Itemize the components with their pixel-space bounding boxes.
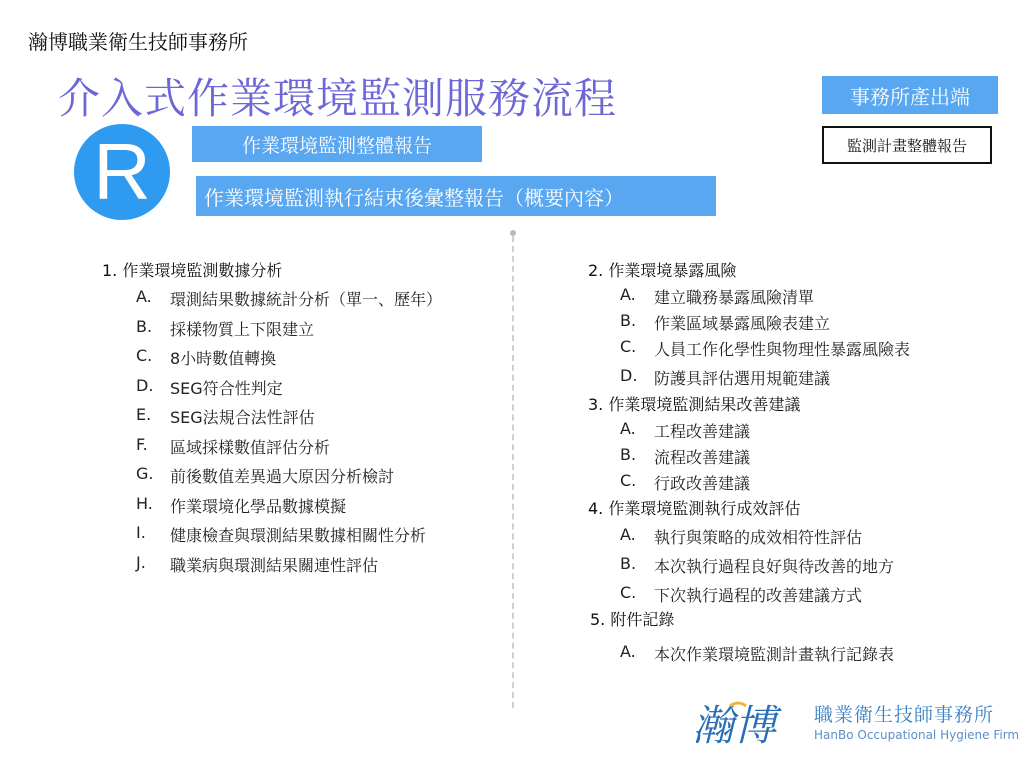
item-text: 職業病與環測結果關連性評估	[170, 555, 379, 575]
item-letter: C.	[620, 583, 637, 602]
list-item	[136, 287, 443, 317]
item-list	[620, 525, 895, 612]
item-letter: A.	[620, 285, 636, 304]
item-letter: A.	[620, 419, 636, 438]
output-badge: 事務所產出端	[822, 76, 998, 114]
page-title: 介入式作業環境監測服務流程	[58, 74, 618, 123]
item-letter: H.	[136, 493, 153, 513]
list-item	[620, 337, 911, 366]
item-text: 工程改善建議	[654, 422, 751, 441]
item-text: 8小時數值轉換	[170, 349, 277, 368]
item-list	[136, 287, 443, 582]
list-item	[620, 471, 800, 497]
item-text: 作業環境化學品數據模擬	[170, 496, 347, 516]
item-letter: D.	[136, 375, 154, 395]
item-letter: A.	[136, 287, 152, 306]
item-text: 下次執行過程的改善建議方式	[654, 586, 863, 605]
item-letter: B.	[620, 311, 637, 330]
output-report-box: 監測計畫整體報告	[822, 126, 992, 164]
item-list	[620, 419, 800, 497]
list-item	[136, 346, 282, 376]
item-text: 健康檢查與環測結果數據相關性分析	[170, 526, 427, 545]
list-item	[136, 376, 282, 406]
list-item	[620, 311, 831, 337]
item-text: 人員工作化學性與物理性暴露風險表	[654, 340, 911, 359]
list-item	[620, 419, 800, 445]
item-letter: I.	[136, 523, 146, 542]
item-letter: G.	[136, 464, 154, 483]
item-letter: B.	[620, 554, 637, 573]
logo-chars: 瀚博	[692, 701, 777, 750]
list-item	[620, 445, 800, 471]
section-effectiveness	[588, 496, 895, 612]
item-text: 採樣物質上下限建立	[170, 319, 315, 339]
item-text: 本次作業環境監測計畫執行記錄表	[654, 645, 895, 664]
item-text: 防護具評估選用規範建議	[654, 369, 831, 388]
stage-bar-report: 作業環境監測整體報告	[192, 126, 482, 162]
item-letter: C.	[620, 471, 637, 490]
item-text: 建立職務暴露風險清單	[654, 288, 815, 307]
section-attachments	[590, 607, 895, 668]
item-text: 本次執行過程良好與待改善的地方	[654, 557, 895, 576]
item-text: 作業區域暴露風險表建立	[654, 314, 831, 333]
section-heading: 3. 作業環境監測結果改善建議	[588, 395, 801, 414]
item-text: 區域採樣數值評估分析	[170, 437, 331, 457]
item-letter: A.	[620, 642, 636, 661]
hanbo-logo-icon	[690, 696, 800, 750]
section-improvement	[588, 392, 800, 497]
item-letter: F.	[136, 434, 148, 454]
list-item	[136, 523, 427, 553]
item-letter: A.	[620, 525, 636, 544]
stage-letter: R	[93, 127, 151, 216]
item-letter: E.	[136, 405, 152, 424]
list-item	[136, 316, 315, 347]
item-list	[620, 285, 911, 392]
list-item	[136, 493, 347, 524]
item-letter: D.	[620, 366, 638, 385]
column-divider	[512, 236, 514, 708]
footer-firm-name-en: HanBo Occupational Hygiene Firm	[814, 728, 1020, 742]
stage-circle	[74, 124, 170, 220]
item-letter: C.	[136, 346, 153, 365]
item-text: 流程改善建議	[654, 448, 751, 467]
item-text: SEG法規合法性評估	[170, 408, 315, 427]
section-exposure-risk	[588, 258, 911, 392]
item-letter: B.	[136, 316, 153, 336]
list-item	[136, 464, 395, 494]
section-heading: 1. 作業環境監測數據分析	[102, 261, 283, 280]
item-letter: J.	[136, 552, 146, 572]
item-text: 環測結果數據統計分析（單一、歷年）	[170, 290, 443, 309]
list-item	[136, 552, 379, 583]
item-text: 行政改善建議	[654, 474, 751, 493]
stage-bar-summary: 作業環境監測執行結束後彙整報告（概要內容）	[196, 176, 716, 216]
item-letter: B.	[620, 445, 637, 464]
list-item	[620, 366, 831, 392]
item-list	[620, 642, 895, 668]
footer-firm-name: 職業衛生技師事務所	[814, 704, 995, 726]
section-heading: 4. 作業環境監測執行成效評估	[588, 499, 801, 518]
section-heading: 2. 作業環境暴露風險	[588, 261, 737, 280]
list-item	[136, 405, 315, 435]
section-heading: 5. 附件記錄	[590, 610, 675, 629]
firm-name-top: 瀚博職業衛生技師事務所	[28, 30, 248, 54]
list-item	[620, 525, 863, 554]
list-item	[620, 642, 895, 668]
list-item	[136, 434, 331, 465]
item-text: 執行與策略的成效相符性評估	[654, 528, 863, 547]
item-letter: C.	[620, 337, 637, 356]
list-item	[620, 285, 815, 311]
item-text: SEG符合性判定	[170, 378, 283, 398]
item-text: 前後數值差異過大原因分析檢討	[170, 467, 395, 486]
section-data-analysis	[102, 258, 443, 582]
list-item	[620, 554, 895, 583]
